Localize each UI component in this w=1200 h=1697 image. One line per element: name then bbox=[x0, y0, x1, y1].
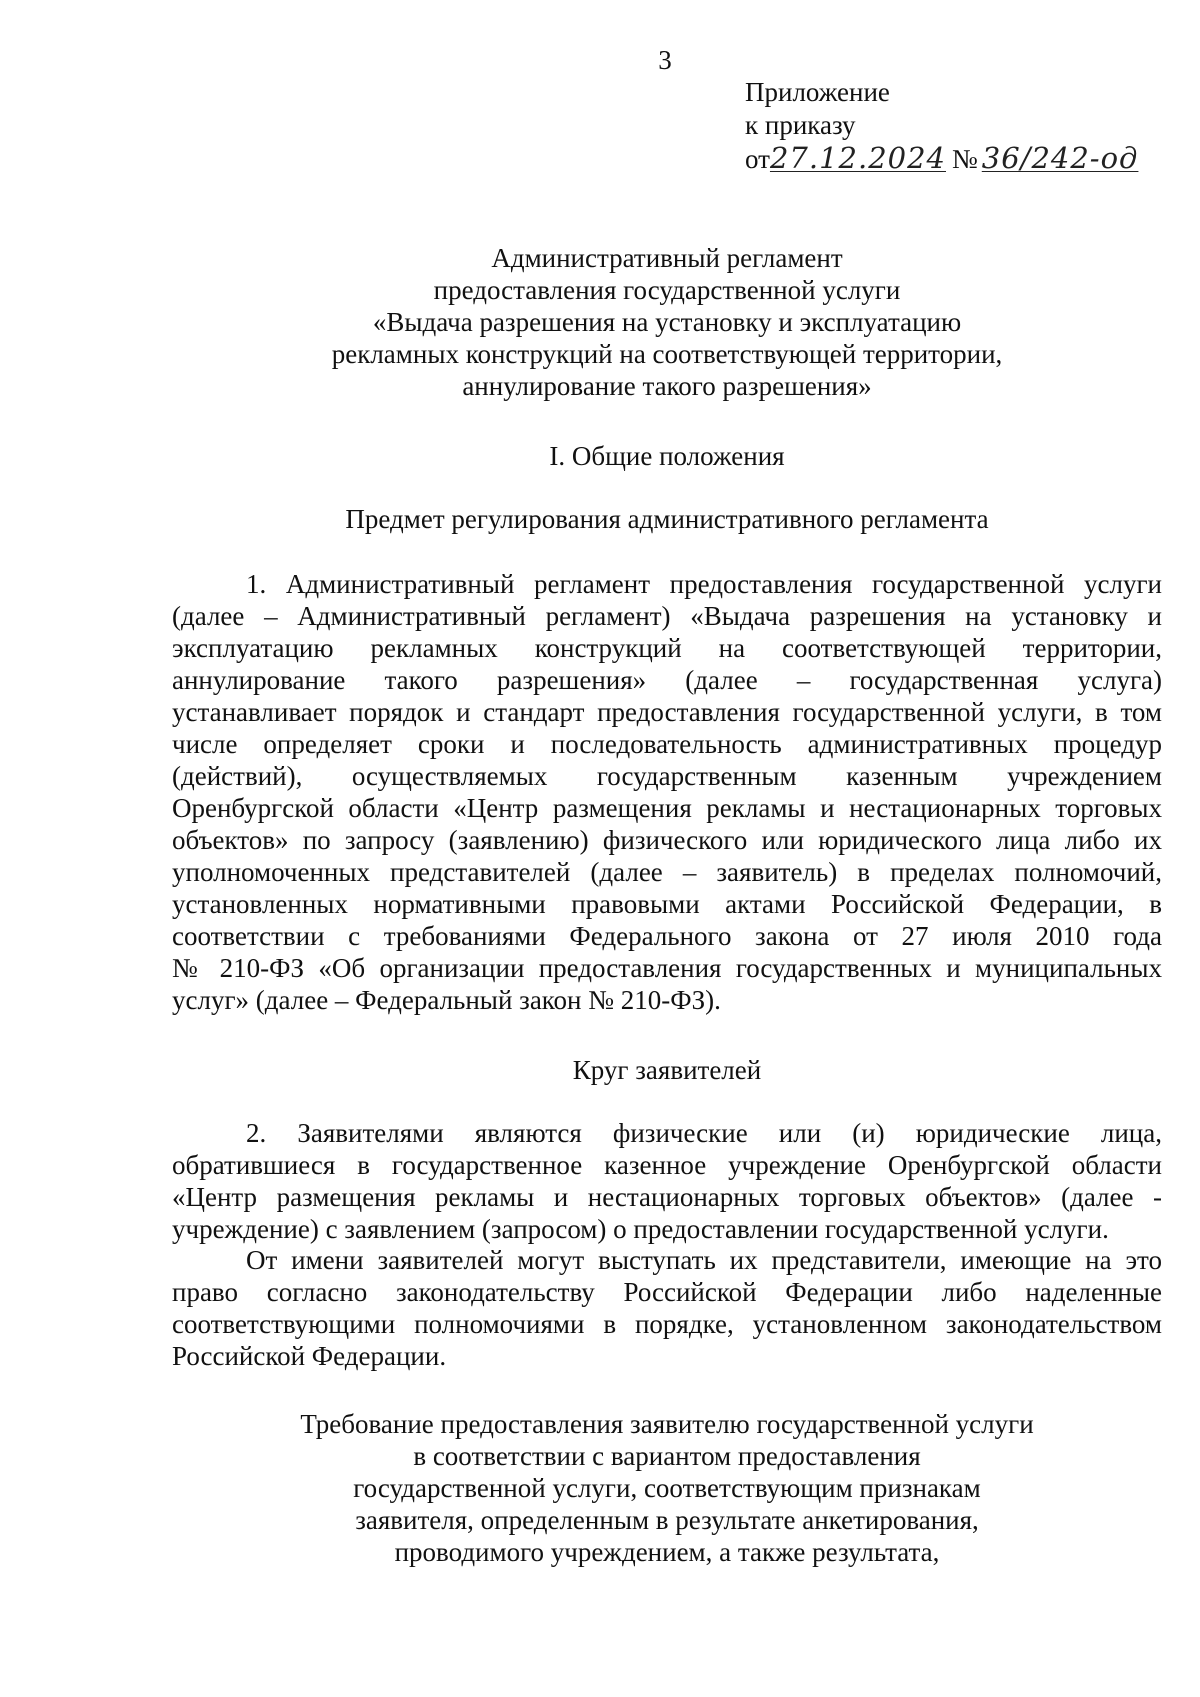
appendix-label: Приложение bbox=[745, 77, 890, 107]
paragraph-line: эксплуатацию рекламных конструкций на соответствующей территории, bbox=[172, 633, 1162, 663]
title-line: предоставления государственной услуги bbox=[433, 275, 901, 305]
requirement-line: в соответствии с вариантом предоставления bbox=[413, 1441, 921, 1471]
paragraph-line: 2. Заявителями являются физические или (и) юридические лица, bbox=[246, 1118, 1162, 1148]
appendix-date-number bbox=[745, 142, 1165, 175]
document-title bbox=[170, 242, 1164, 402]
date-prefix: от bbox=[745, 144, 770, 174]
requirement-line: Требование предоставления заявителю государственной услуги bbox=[300, 1409, 1034, 1439]
paragraph-line: 1. Административный регламент предоставления государственной услуги bbox=[246, 569, 1162, 599]
paragraph-line: услуг» (далее – Федеральный закон № 210-ФЗ). bbox=[172, 985, 721, 1015]
paragraph-line: обратившиеся в государственное казенное учреждение Оренбургской области bbox=[172, 1150, 1162, 1180]
paragraph-line: объектов» по запросу (заявлению) физического или юридического лица либо их bbox=[172, 825, 1162, 855]
paragraph-line: «Центр размещения рекламы и нестационарных торговых объектов» (далее - bbox=[172, 1182, 1162, 1212]
title-line: рекламных конструкций на соответствующей территории, bbox=[331, 339, 1003, 369]
paragraph-line: (далее – Административный регламент) «Выдача разрешения на установку и bbox=[172, 601, 1162, 631]
appendix-order-ref: к приказу bbox=[745, 110, 856, 140]
appendix-block bbox=[745, 76, 1165, 175]
paragraph-line: Российской Федерации. bbox=[172, 1341, 447, 1371]
requirement-line: проводимого учреждением, а также результата, bbox=[394, 1537, 940, 1567]
subject-heading: Предмет регулирования административного регламента bbox=[345, 504, 989, 534]
paragraph-line: учреждение) с заявлением (запросом) о предоставлении государственной услуги. bbox=[172, 1214, 1109, 1244]
paragraph-2 bbox=[172, 1117, 1162, 1245]
paragraph-line: № 210-ФЗ «Об организации предоставления государственных и муниципальных bbox=[172, 953, 1162, 983]
paragraph-line: Оренбургской области «Центр размещения рекламы и нестационарных торговых bbox=[172, 793, 1162, 823]
title-line: аннулирование такого разрешения» bbox=[462, 371, 872, 401]
paragraph-3 bbox=[172, 1244, 1162, 1372]
requirement-line: заявителя, определенным в результате анкетирования, bbox=[355, 1505, 979, 1535]
section-heading: I. Общие положения bbox=[549, 441, 785, 471]
paragraph-1 bbox=[172, 568, 1162, 1016]
page-number: 3 bbox=[658, 45, 672, 75]
paragraph-line: установленных нормативными правовыми актами Российской Федерации, в bbox=[172, 889, 1162, 919]
requirement-heading bbox=[170, 1408, 1164, 1568]
paragraph-line: соответствующими полномочиями в порядке, установленном законодательством bbox=[172, 1309, 1162, 1339]
paragraph-line: числе определяет сроки и последовательность административных процедур bbox=[172, 729, 1162, 759]
title-line: «Выдача разрешения на установку и эксплуатацию bbox=[372, 307, 962, 337]
paragraph-line: уполномоченных представителей (далее – заявитель) в пределах полномочий, bbox=[172, 857, 1162, 887]
paragraph-line: От имени заявителей могут выступать их представители, имеющие на это bbox=[246, 1245, 1162, 1275]
paragraph-line: (действий), осуществляемых государственным казенным учреждением bbox=[172, 761, 1162, 791]
paragraph-line: устанавливает порядок и стандарт предоставления государственной услуги, в том bbox=[172, 697, 1162, 727]
requirement-line: государственной услуги, соответствующим признакам bbox=[353, 1473, 981, 1503]
title-line: Административный регламент bbox=[491, 243, 843, 273]
paragraph-line: соответствии с требованиями Федерального закона от 27 июля 2010 года bbox=[172, 921, 1162, 951]
paragraph-line: аннулирование такого разрешения» (далее – государственная услуга) bbox=[172, 665, 1162, 695]
paragraph-line: право согласно законодательству Российской Федерации либо наделенные bbox=[172, 1277, 1162, 1307]
number-sign: № bbox=[952, 144, 978, 174]
handwritten-order-number: 36/242-од bbox=[981, 141, 1139, 175]
applicants-heading: Круг заявителей bbox=[572, 1055, 762, 1085]
handwritten-date: 27.12.2024 bbox=[769, 141, 946, 175]
